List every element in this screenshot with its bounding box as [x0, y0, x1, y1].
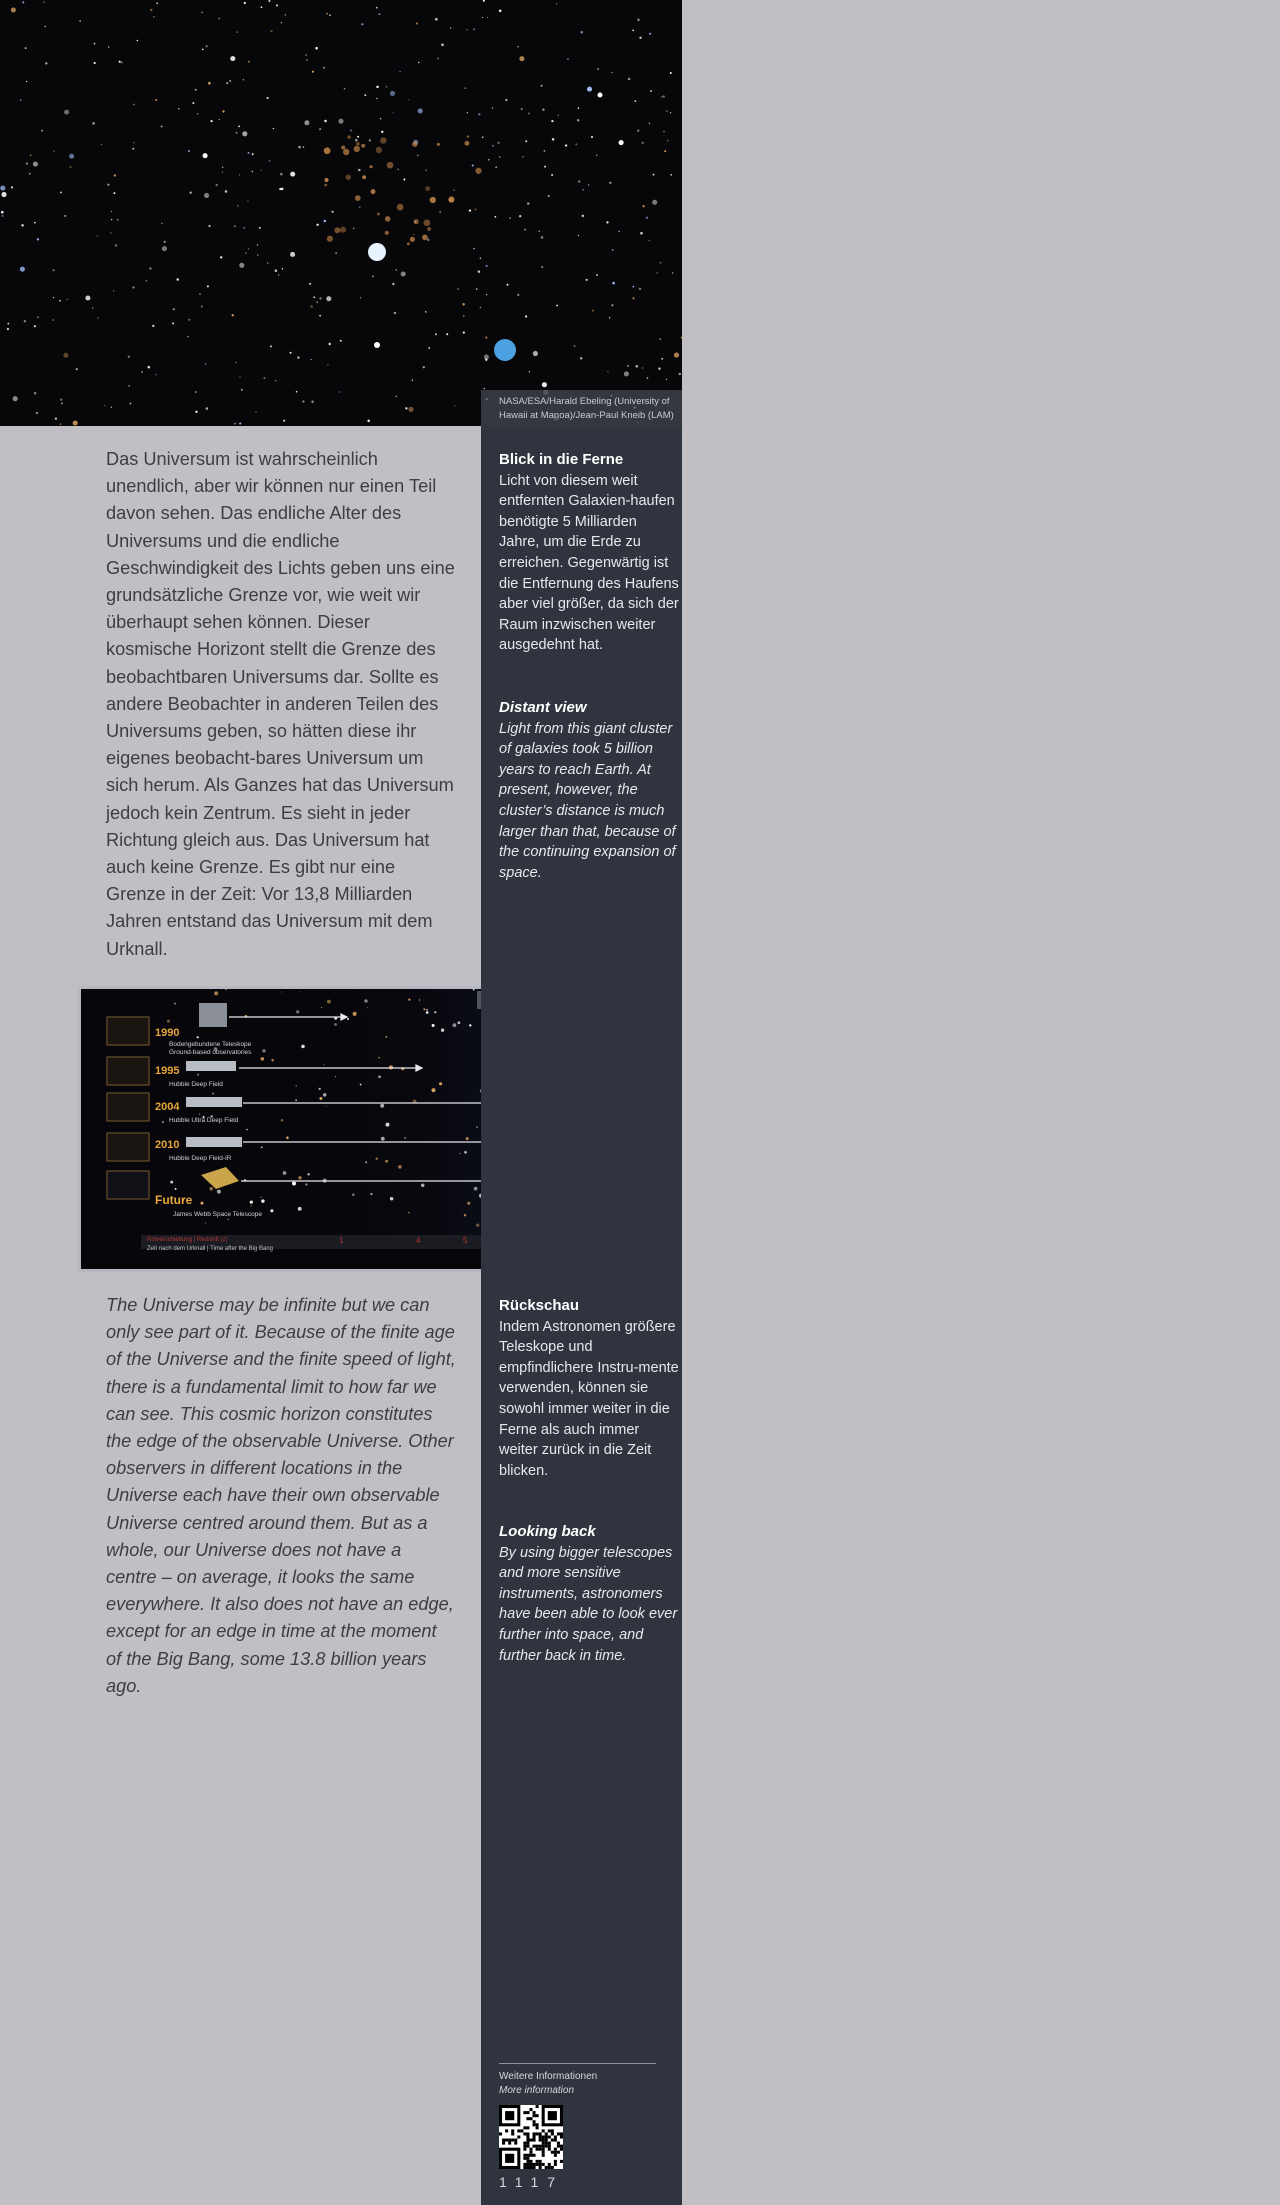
main-text-german: Das Universum ist wahrscheinlich unendlich, aber wir können nur einen Teil davon sehen. Das endliche Alter des Universums und die endliche Geschwindigkeit des Lichts geben uns eine grundsätzliche Grenze vor, wie weit wir überhaupt sehen können. Dieser kosmische Horizont stellt die Grenze des beobachtbaren Universums dar. Sollte es andere Beobachter in anderen Teilen des Universums geben, so hätten diese ihr eigenes beobacht-bares Universum um sich herum. Als Ganzes hat das Universum jedoch kein Zentrum. Es sieht in jeder Richtung gleich aus. Das Universum hat auch keine Grenze. Es gibt nur eine Grenze in der Zeit: Vor 13,8 Milliarden Jahren entstand das Universum mit dem Urknall. [106, 449, 455, 959]
timeline-entry-label: Bodengebundene Teleskope Ground-based observatories [169, 1041, 252, 1056]
redshift-axis-label: Rotverschiebung | Redshift (z) [147, 1237, 228, 1243]
sidebar-body: Licht von diesem weit entfernten Galaxien-haufen benötigte 5 Milliarden Jahre, um die Erde zu erreichen. Gegenwärtig ist die Entfernung des Haufens aber viel größer, da sich der Raum inzwischen weiter ausgedehnt hat. [499, 472, 679, 654]
sidebar [481, 426, 682, 2205]
qr-code[interactable] [499, 2105, 563, 2169]
timeline-year: 2010 [155, 1139, 180, 1151]
main-text-english: The Universe may be infinite but we can only see part of it. Because of the finite age of the Universe and the finite speed of light, there is a fundamental limit to how far we can see. This cosmic horizon constitutes the edge of the observable Universe. Other observers in different locations in the Universe each have their own observable Universe centred around them. But as a whole, our Universe does not have a centre – on average, it looks the same everywhere. It also does not have an edge, except for an edge in time at the moment of the Big Bang, some 13.8 billion years ago. [106, 1295, 456, 1696]
more-info-label-en: More information [499, 2085, 575, 2096]
sidebar-heading: Rückschau [499, 1297, 580, 1314]
sidebar-section-looking-back-de [499, 1296, 679, 1481]
sidebar-heading: Looking back [499, 1523, 596, 1540]
more-info-label-de: Weitere Informationen [499, 2071, 598, 2082]
qr-number: 1117 [499, 2174, 565, 2190]
timeline-year: Future [155, 1193, 193, 1207]
sidebar-body: Light from this giant cluster of galaxies took 5 billion years to reach Earth. At present, however, the cluster’s distance is much larger than that, because of the continuing expansion of space. [499, 720, 676, 881]
qr-code-icon [499, 2105, 563, 2169]
sidebar-body: Indem Astronomen größere Teleskope und empfindlichere Instru-mente verwenden, können sie sowohl immer weiter in die Ferne als auch immer weiter zurück in die Zeit blicken. [499, 1318, 679, 1479]
timeline-entry-label: Hubble Ultra Deep Field [169, 1117, 239, 1124]
sidebar-body: By using bigger telescopes and more sensitive instruments, astronomers have been able to look ever further into space, and further back in time. [499, 1544, 678, 1664]
timeline-entry-label: Hubble Deep Field-IR [169, 1155, 232, 1162]
sidebar-heading: Blick in die Ferne [499, 451, 624, 468]
hero-credit: NASA/ESA/Harald Ebeling (University of Hawaii at Manoa)/Jean-Paul Kneib (LAM) [481, 390, 682, 426]
sidebar-section-distant-view-en [499, 698, 679, 883]
sidebar-heading: Distant view [499, 699, 587, 716]
redshift-tick: 1 [339, 1236, 344, 1245]
starfield [0, 0, 682, 426]
timeline-entry-label: Hubble Deep Field [169, 1081, 223, 1088]
timeline-year: 1995 [155, 1065, 180, 1077]
timeline-year: 1990 [155, 1027, 180, 1039]
timeline-entry-label: James Webb Space Telescope [173, 1211, 263, 1218]
sidebar-section-distant-view-de [499, 450, 679, 656]
timeline-year: 2004 [155, 1101, 180, 1113]
sidebar-section-looking-back-en [499, 1522, 679, 1666]
footer-divider [499, 2063, 656, 2064]
galaxy-cluster-image [0, 0, 682, 426]
time-axis-label: Zeit nach dem Urknall | Time after the Big Bang [147, 1246, 273, 1252]
redshift-tick: 4 [416, 1236, 421, 1245]
redshift-tick: 5 [463, 1236, 468, 1245]
